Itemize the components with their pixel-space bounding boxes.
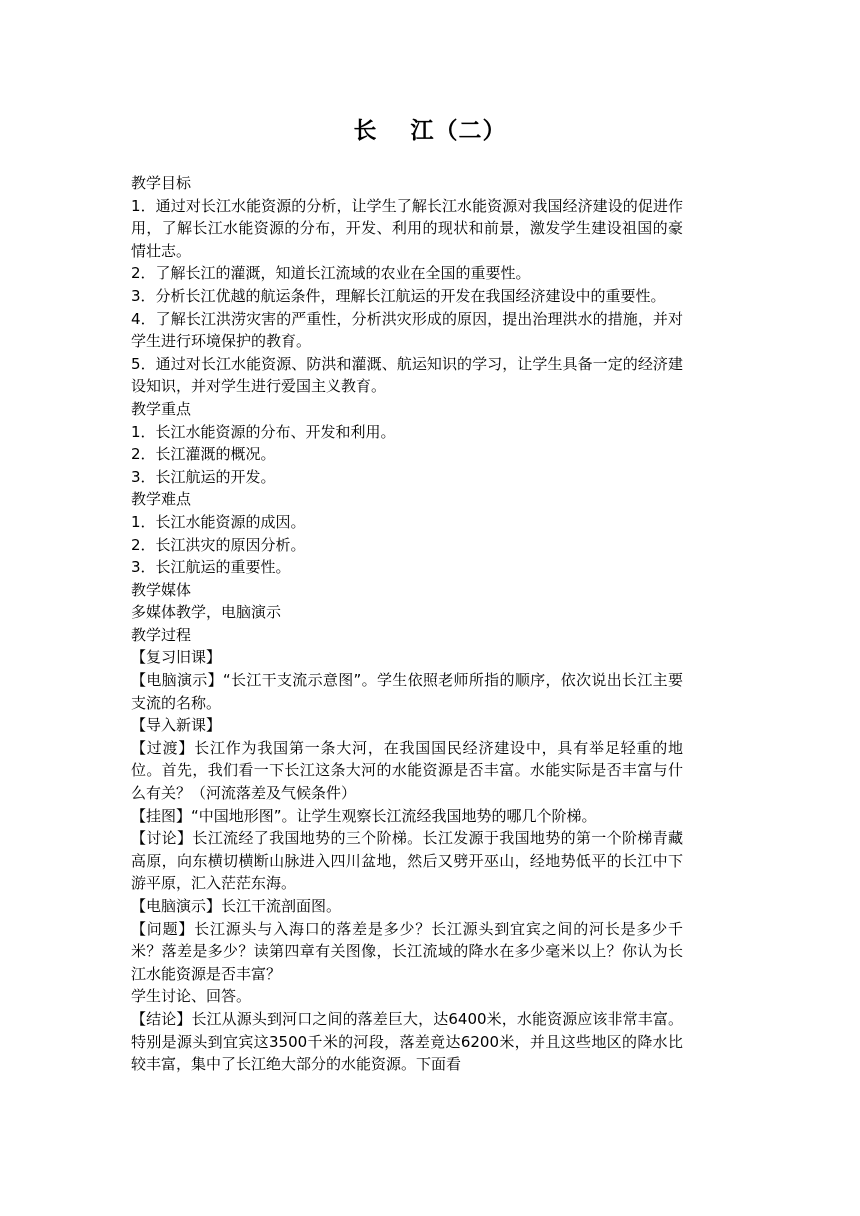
paragraph: 3．长江航运的开发。 (131, 467, 276, 486)
paragraph: 3．分析长江优越的航运条件，理解长江航运的开发在我国经济建设中的重要性。 (131, 286, 666, 305)
section-heading-process: 教学过程 (131, 625, 192, 644)
section-heading-key-points: 教学重点 (131, 399, 192, 418)
paragraph: 1．长江水能资源的成因。 (131, 512, 306, 531)
paragraph: 5．通过对长江水能资源、防洪和灌溉、航运知识的学习，让学生具备一定的经济建设知识，并对学生进行爱国主义教育。 (131, 354, 683, 396)
paragraph: 学生讨论、回答。 (131, 987, 252, 1006)
paragraph: 【结论】长江从源头到河口之间的落差巨大，达6400米，水能资源应该非常丰富。特别是源头到宜宾这3500千米的河段，落差竟达6200米，并且这些地区的降水比较丰富，集中了长江绝大部分的水能资源。下面看 (131, 1009, 683, 1074)
paragraph: 1．通过对长江水能资源的分析，让学生了解长江水能资源对我国经济建设的促进作用，了解长江水能资源的分布，开发、利用的现状和前景，激发学生建设祖国的豪情壮志。 (131, 196, 683, 260)
section-heading-objectives: 教学目标 (131, 174, 192, 192)
paragraph: 【问题】长江源头与入海口的落差是多少？长江源头到宜宾之间的河长是多少千米？落差是多少？读第四章有关图像，长江流域的降水在多少毫米以上？你认为长江水能资源是否丰富？ (131, 919, 683, 983)
paragraph: 【过渡】长江作为我国第一条大河，在我国国民经济建设中，具有举足轻重的地位。首先，我们看一下长江这条大河的水能资源是否丰富。水能实际是否丰富与什么有关？（河流落差及气候条件） (131, 738, 683, 803)
paragraph: 【电脑演示】“长江干支流示意图”。学生依照老师所指的顺序，依次说出长江主要支流的名称。 (131, 671, 683, 712)
paragraph: 【挂图】“中国地形图”。让学生观察长江流经我国地势的哪几个阶梯。 (131, 806, 597, 825)
section-heading-media: 教学媒体 (131, 580, 192, 599)
paragraph: 多媒体教学，电脑演示 (131, 603, 282, 622)
document-body (131, 172, 683, 1076)
paragraph: 2．了解长江的灌溉，知道长江流域的农业在全国的重要性。 (131, 264, 531, 283)
paragraph: 3．长江航运的重要性。 (131, 558, 291, 577)
paragraph: 【电脑演示】长江干流剖面图。 (131, 897, 342, 915)
paragraph: 【讨论】长江流经了我国地势的三个阶梯。长江发源于我国地势的第一个阶梯青藏高原，向东横切横断山脉进入四川盆地，然后又劈开巫山，经地势低平的长江中下游平原，汇入茫茫东海。 (131, 829, 683, 893)
paragraph: 4．了解长江洪涝灾害的严重性，分析洪灾形成的原因，提出治理洪水的措施，并对学生进行环境保护的教育。 (131, 309, 683, 351)
paragraph: 1．长江水能资源的分布、开发和利用。 (131, 422, 396, 441)
paragraph: 【导入新课】 (131, 716, 222, 735)
paragraph: 【复习旧课】 (131, 648, 222, 667)
paragraph: 2．长江洪灾的原因分析。 (131, 535, 306, 554)
section-heading-difficulties: 教学难点 (131, 490, 192, 509)
paragraph: 2．长江灌溉的概况。 (131, 445, 276, 464)
document-title: 长 江（二） (353, 117, 507, 144)
